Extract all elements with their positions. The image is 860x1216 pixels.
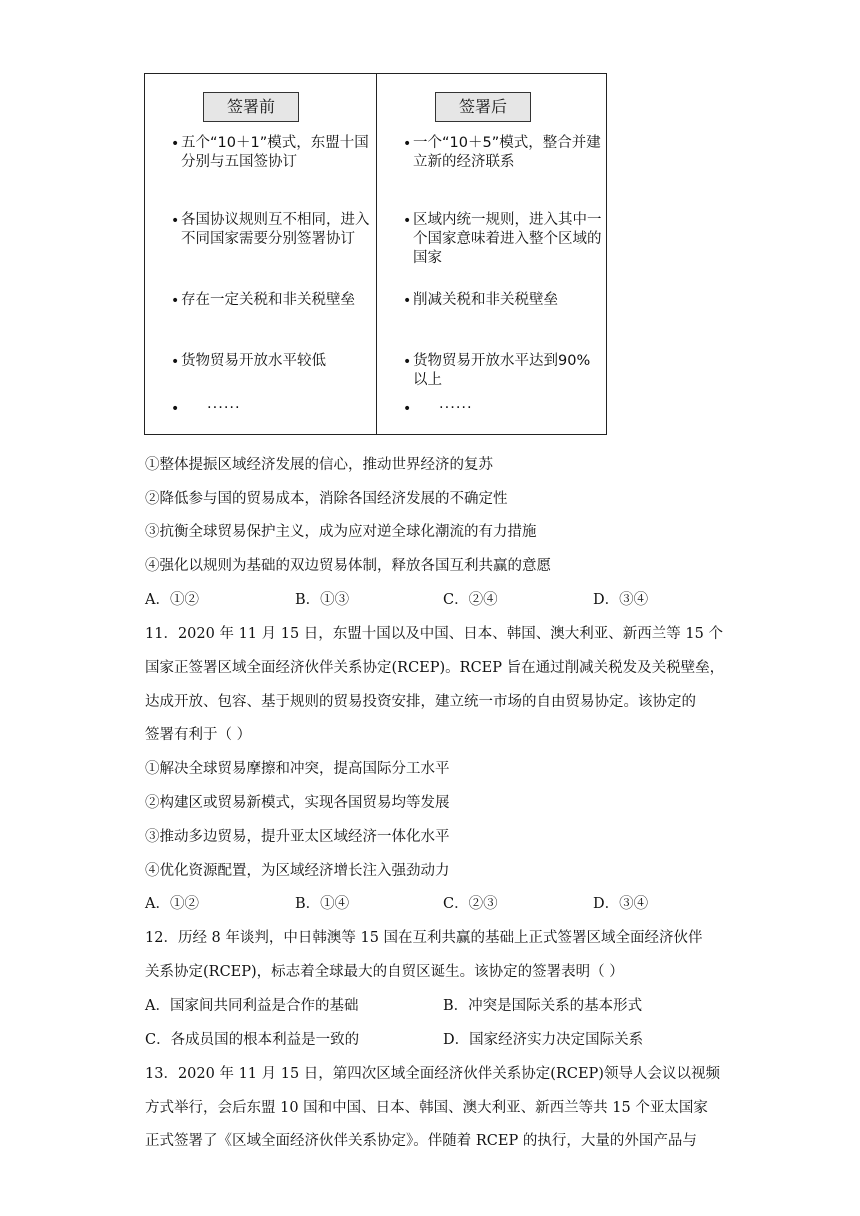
choice-b[interactable]: B．①④ — [295, 896, 350, 912]
choice-c[interactable]: C．②③ — [443, 896, 498, 912]
q11-option: ④优化资源配置，为区域经济增长注入强劲动力 — [145, 863, 450, 879]
q13-stem: 13．2020 年 11 月 15 日，第四次区域全面经济伙伴关系协定(RCEP)领导人会议以视频 — [145, 1066, 720, 1082]
choice-d[interactable]: D．③④ — [593, 592, 649, 608]
before-item: • 五个“10＋1”模式，东盟十国分别与五国签协订 — [171, 134, 371, 172]
comparison-figure — [144, 73, 607, 435]
before-item: • 各国协议规则互不相同，进入不同国家需要分别签署协订 — [171, 211, 371, 249]
q10-option: ③抗衡全球贸易保护主义，成为应对逆全球化潮流的有力措施 — [145, 524, 537, 540]
choice-d[interactable]: D．国家经济实力决定国际关系 — [443, 1032, 644, 1048]
choice-a[interactable]: A．①② — [145, 592, 199, 608]
after-item: • 货物贸易开放水平达到90%以上 — [403, 352, 603, 390]
before-item: • ······ — [171, 399, 371, 418]
q10-option: ②降低参与国的贸易成本，消除各国经济发展的不确定性 — [145, 491, 508, 507]
choice-c[interactable]: C．②④ — [443, 592, 498, 608]
choice-b[interactable]: B．①③ — [295, 592, 350, 608]
before-header: 签署前 — [203, 92, 299, 122]
q11-option: ①解决全球贸易摩擦和冲突，提高国际分工水平 — [145, 761, 450, 777]
before-item: • 货物贸易开放水平较低 — [171, 352, 371, 371]
choice-b[interactable]: B．冲突是国际关系的基本形式 — [443, 998, 643, 1014]
q13-stem: 正式签署了《区域全面经济伙伴关系协定》。伴随着 RCEP 的执行，大量的外国产品与 — [145, 1133, 697, 1149]
before-item: • 存在一定关税和非关税壁垒 — [171, 291, 371, 310]
choice-c[interactable]: C．各成员国的根本利益是一致的 — [145, 1032, 360, 1048]
q12-stem: 12．历经 8 年谈判，中日韩澳等 15 国在互利共赢的基础上正式签署区域全面经济伙伴 — [145, 930, 703, 946]
choice-a[interactable]: A．国家间共同利益是合作的基础 — [145, 998, 359, 1014]
q11-stem: 达成开放、包容、基于规则的贸易投资安排，建立统一市场的自由贸易协定。该协定的 — [145, 694, 696, 710]
q10-option: ④强化以规则为基础的双边贸易体制，释放各国互利共赢的意愿 — [145, 558, 551, 574]
after-item: • ······ — [403, 399, 603, 418]
after-item: • 区域内统一规则，进入其中一个国家意味着进入整个区域的国家 — [403, 211, 603, 268]
q10-option: ①整体提振区域经济发展的信心，推动世界经济的复苏 — [145, 457, 493, 473]
q11-stem: 国家正签署区域全面经济伙伴关系协定(RCEP)。RCEP 旨在通过削减关税发及关税壁垒， — [145, 660, 725, 676]
q13-stem: 方式举行，会后东盟 10 国和中国、日本、韩国、澳大利亚、新西兰等共 15 个亚太国家 — [145, 1100, 708, 1116]
q11-option: ②构建区或贸易新模式，实现各国贸易均等发展 — [145, 795, 450, 811]
choice-a[interactable]: A．①② — [145, 896, 199, 912]
q11-option: ③推动多边贸易，提升亚太区域经济一体化水平 — [145, 829, 450, 845]
after-item: • 削减关税和非关税壁垒 — [403, 291, 603, 310]
after-item: • 一个“10＋5”模式，整合并建立新的经济联系 — [403, 134, 603, 172]
after-header: 签署后 — [435, 92, 531, 122]
q11-stem: 11．2020 年 11 月 15 日，东盟十国以及中国、日本、韩国、澳大利亚、新西兰等 15 个 — [145, 626, 723, 642]
choice-d[interactable]: D．③④ — [593, 896, 649, 912]
q12-stem: 关系协定(RCEP)，标志着全球最大的自贸区诞生。该协定的签署表明（ ） — [145, 964, 624, 980]
before-column — [145, 74, 376, 434]
after-column — [377, 74, 608, 434]
q11-stem: 签署有利于（ ） — [145, 727, 252, 743]
